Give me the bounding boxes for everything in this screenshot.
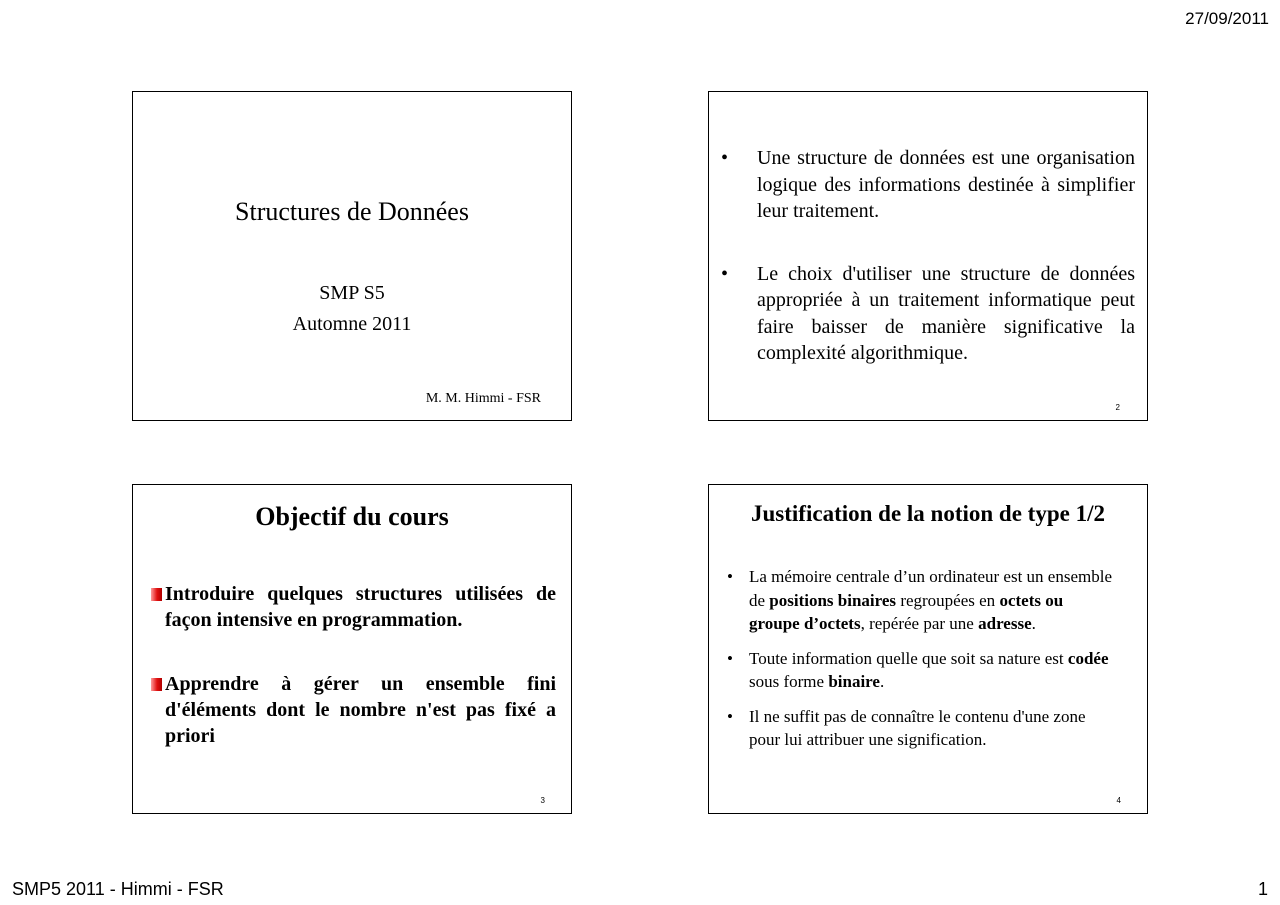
slide-3-item-text: Apprendre à gérer un ensemble fini d'éléments dont le nombre n'est pas fixé a priori — [165, 673, 556, 747]
slide-2-bullet-text: Le choix d'utiliser une structure de données appropriée à un traitement informatique peut faire baisser de manière significative la complexité algorithmique. — [757, 262, 1135, 364]
slide-4-bullet — [727, 705, 1117, 752]
slide-4-text: . — [1031, 614, 1036, 633]
slide-2-bullet — [719, 261, 1135, 367]
slide-4-text: , repérée par une — [860, 614, 979, 633]
slide-4-number: 4 — [1116, 796, 1121, 805]
bullet-dot-icon: • — [721, 262, 729, 285]
slide-1 — [132, 91, 572, 421]
slide-3-list — [151, 581, 556, 749]
slide-4-text: . — [879, 672, 885, 691]
slide-1-subtitle-course: SMP S5 — [319, 282, 385, 304]
slide-4 — [708, 484, 1148, 814]
slide-2-bullet-list — [719, 145, 1135, 367]
slide-2 — [708, 91, 1148, 421]
slide-4-text: Toute information quelle que soit sa nature est — [749, 648, 1068, 668]
red-square-bullet-icon — [151, 678, 162, 691]
slide-4-text: La mémoire centrale d’un ordinateur est un ensemble de — [749, 567, 1112, 610]
bullet-dot-icon: • — [721, 147, 729, 169]
slide-1-title: Structures de Données — [235, 197, 469, 226]
page-date: 27/09/2011 — [1185, 9, 1269, 28]
slide-4-text: sous forme — [749, 672, 829, 691]
slide-3-item — [151, 581, 556, 633]
slide-4-text: regroupées en — [896, 590, 1000, 610]
slide-4-text: Il ne suffit pas de connaître le contenu d'une zone pour lui attribuer une signification. — [749, 706, 1086, 749]
slide-3-number: 3 — [540, 796, 545, 805]
slide-2-bullet-text: Une structure de données est une organisation logique des informations destinée à simplifier leur traitement. — [757, 147, 1135, 222]
slide-4-emphasis: positions binaires — [769, 590, 897, 610]
slide-3-item-text: Introduire quelques structures utilisées de façon intensive en programmation. — [165, 583, 556, 631]
slide-4-emphasis: binaire — [828, 672, 880, 691]
slide-1-subtitle-term: Automne 2011 — [292, 313, 412, 335]
bullet-dot-icon: • — [727, 567, 733, 586]
slide-3 — [132, 484, 572, 814]
slide-4-bullet — [727, 565, 1117, 636]
slide-3-item — [151, 671, 556, 749]
footer-page-number: 1 — [1257, 879, 1268, 899]
slide-2-bullet — [719, 145, 1135, 225]
slide-4-title: Justification de la notion de type 1/2 — [751, 501, 1105, 526]
slide-4-emphasis: codée — [1067, 648, 1109, 668]
slide-2-number: 2 — [1115, 403, 1120, 412]
bullet-dot-icon: • — [727, 648, 733, 668]
bullet-dot-icon: • — [727, 706, 733, 726]
footer-course-label: SMP5 2011 - Himmi - FSR — [12, 879, 224, 899]
slide-4-emphasis: octets ou groupe d’octets — [749, 590, 1064, 633]
slide-4-emphasis: adresse — [978, 614, 1032, 633]
slide-4-bullet — [727, 647, 1117, 694]
slide-1-author: M. M. Himmi - FSR — [425, 391, 541, 406]
red-square-bullet-icon — [151, 588, 162, 601]
slide-3-title: Objectif du cours — [255, 502, 449, 531]
slide-4-list — [727, 565, 1117, 752]
